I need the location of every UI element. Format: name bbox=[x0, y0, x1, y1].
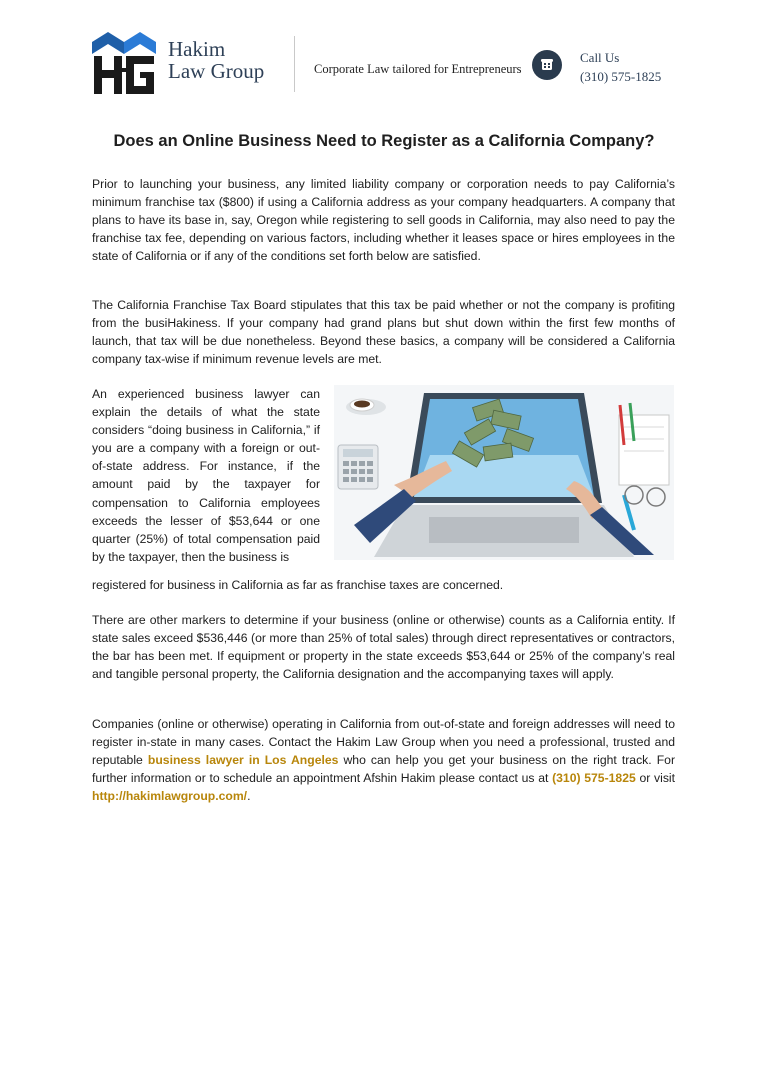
hlg-monogram-icon bbox=[88, 28, 160, 98]
call-us-number: (310) 575-1825 bbox=[580, 69, 662, 84]
business-lawyer-link[interactable]: business lawyer in Los Angeles bbox=[147, 753, 339, 768]
website-link[interactable]: http://hakimlawgroup.com/ bbox=[92, 789, 248, 804]
paragraph-3-continued: registered for business in California as far as franchise taxes are concerned. bbox=[92, 578, 504, 592]
paragraph-5-text-b: who can help you get your business on the right track. For further information or to schedule an appointment Afshin Hakim please contact us at bbox=[92, 753, 675, 786]
header-divider bbox=[294, 36, 295, 92]
paragraph-4: There are other markers to determine if your business (online or otherwise) counts as a California entity. If state sales exceed $536,446 (or more than 25% of total sales) through direct representatives or contractors, the bar has been met. If equipment or property in the state exceeds $53,644 or 25% of the company’s real and tangible personal property, the California designation and the accompanying taxes will apply. bbox=[92, 613, 675, 682]
paragraph-5-text-a: Companies (online or otherwise) operating in California from out-of-state and foreign addresses will need to register in-state in many cases. Contact the Hakim Law Group when you need a professional, trusted and reputable bbox=[92, 717, 675, 768]
call-us-label: Call Us bbox=[580, 50, 620, 65]
tagline: Corporate Law tailored for Entrepreneurs bbox=[314, 62, 522, 76]
call-us-block bbox=[580, 48, 661, 86]
laptop-money-illustration bbox=[334, 385, 674, 560]
letterhead bbox=[88, 28, 680, 100]
logo-line-hakim: Hakim bbox=[168, 37, 226, 61]
paragraph-1: Prior to launching your business, any limited liability company or corporation needs to pay California’s minimum franchise tax ($800) if using a California address as your company headquarters. A company that plans to have its base in, say, Oregon while registering to sell goods in California, may also need to pay the franchise tax fee, depending on various factors, including whether it leases space or hires employees in the state of California or if any of the conditions set forth below are satisfied. bbox=[92, 177, 675, 264]
phone-link[interactable]: (310) 575-1825 bbox=[552, 771, 636, 786]
paragraph-2: The California Franchise Tax Board stipulates that this tax be paid whether or not the company is profiting from the busiHakiness. If your company had grand plans but shut down within the first few months of launch, that tax will be due nonetheless. Beyond these basics, a company will be considered a California company tax-wise if minimum revenue levels are met. bbox=[92, 298, 675, 367]
paragraph-5-end: . bbox=[247, 789, 251, 804]
logo-wordmark bbox=[168, 38, 264, 82]
phone-icon bbox=[532, 50, 562, 80]
article-title: Does an Online Business Need to Register as a California Company? bbox=[113, 132, 655, 150]
paragraph-5 bbox=[92, 715, 675, 805]
logo-line-law-group: Law Group bbox=[168, 59, 265, 83]
paragraph-5-text-c: or visit bbox=[635, 771, 676, 786]
paragraph-3: An experienced business lawyer can explain the details of what the state considers “doing business in California,” if you are a company with a foreign or out-of-state address. For instance, if the amount paid by the taxpayer for compensation to California employees exceeds the lesser of $53,644 or one quarter (25%) of total compensation paid by the taxpayer, then the business is bbox=[92, 387, 320, 564]
